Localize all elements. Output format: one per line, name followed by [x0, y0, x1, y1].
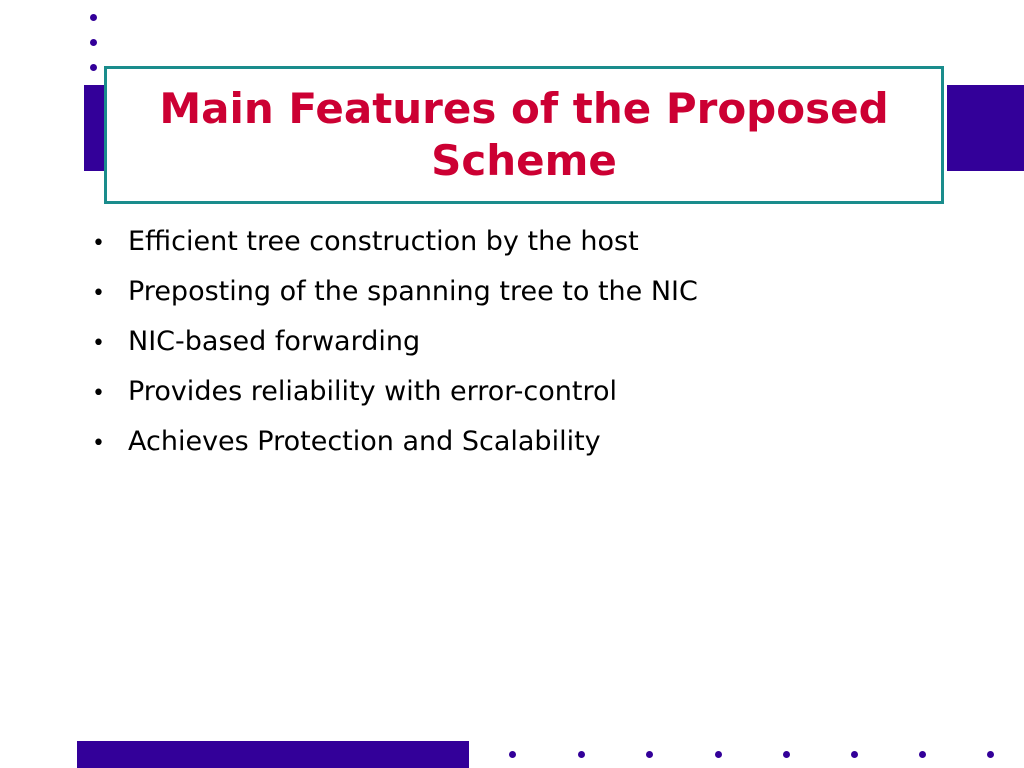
decorative-dot: [715, 751, 722, 758]
decorative-dot: [783, 751, 790, 758]
decorative-dot: [919, 751, 926, 758]
bullet-text: Provides reliability with error-control: [128, 376, 618, 407]
bullet-item: [92, 318, 992, 368]
decorative-dot: [646, 751, 653, 758]
decorative-dot: [90, 39, 97, 46]
decorative-dot: [851, 751, 858, 758]
decorative-dot: [578, 751, 585, 758]
bullet-text: Preposting of the spanning tree to the NIC: [128, 276, 698, 307]
bullet-list: [92, 218, 992, 468]
title-frame: [104, 66, 944, 204]
decorative-dot: [90, 14, 97, 21]
bullet-text: Efficient tree construction by the host: [128, 226, 639, 257]
bullet-marker: •: [92, 381, 105, 406]
bullet-item: [92, 368, 992, 418]
bullet-item: [92, 218, 992, 268]
decorative-dot: [987, 751, 994, 758]
bullet-marker: •: [92, 431, 105, 456]
decorative-bottom-bar: [77, 741, 469, 768]
bullet-marker: •: [92, 281, 105, 306]
decorative-band-right: [947, 85, 1024, 171]
bullet-item: [92, 418, 992, 468]
decorative-dot: [90, 64, 97, 71]
slide-title: Main Features of the Proposed Scheme: [159, 84, 889, 185]
bullet-text: NIC-based forwarding: [128, 326, 421, 357]
bullet-text: Achieves Protection and Scalability: [128, 426, 601, 457]
bullet-marker: •: [92, 231, 105, 256]
bullet-marker: •: [92, 331, 105, 356]
decorative-dot: [509, 751, 516, 758]
bullet-item: [92, 268, 992, 318]
